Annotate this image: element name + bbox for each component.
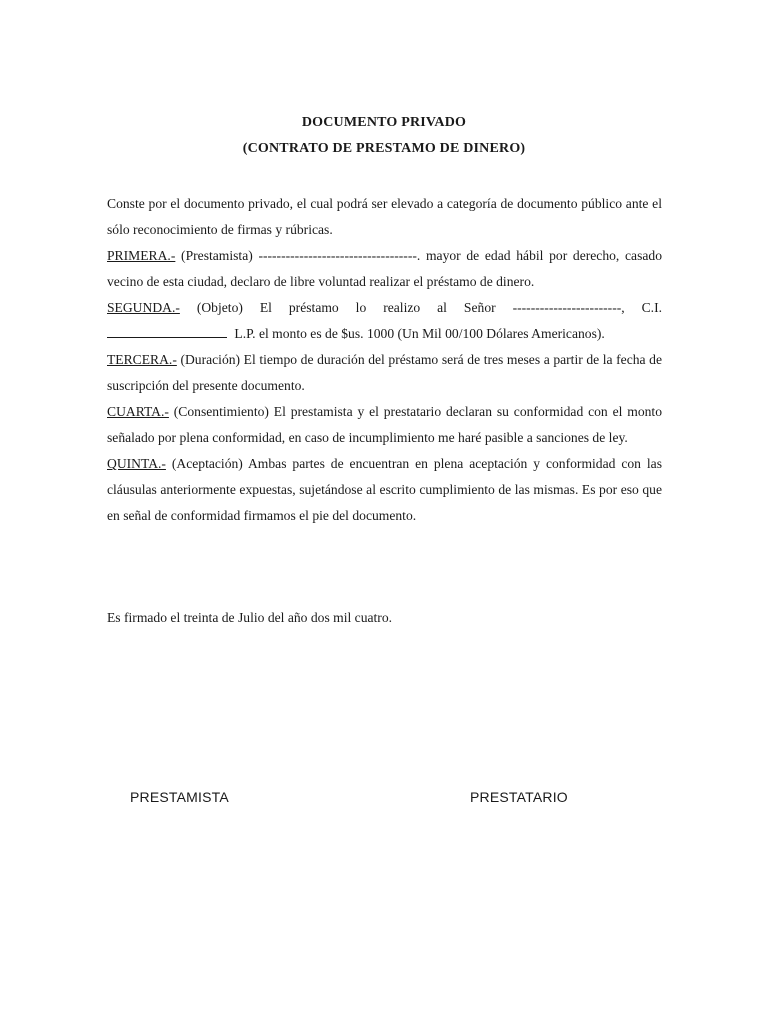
clause-heading: CUARTA.-	[107, 404, 169, 419]
clause-heading: PRIMERA.-	[107, 248, 176, 263]
clause-heading: QUINTA.-	[107, 456, 166, 471]
clause-text-continued: L.P. el monto es de $us. 1000 (Un Mil 00/100 Dólares Americanos).	[234, 326, 605, 341]
clause-primera	[107, 243, 662, 295]
blank-line	[107, 325, 227, 338]
clause-text: (Consentimiento) El prestamista y el prestatario declaran su conformidad con el monto señalado por plena conformidad, en caso de incumplimiento me haré pasible a sanciones de ley.	[107, 404, 662, 445]
document-body	[107, 191, 662, 529]
signature-label-prestatario: PRESTATARIO	[470, 789, 568, 805]
clause-text: (Duración) El tiempo de duración del préstamo será de tres meses a partir de la fecha de suscripción del presente documento.	[107, 352, 662, 393]
clause-heading: TERCERA.-	[107, 352, 177, 367]
intro-paragraph: Conste por el documento privado, el cual podrá ser elevado a categoría de documento público ante el sólo reconocimiento de firmas y rúbricas.	[107, 196, 662, 237]
clause-segunda	[107, 295, 662, 347]
clause-cuarta	[107, 399, 662, 451]
clause-quinta	[107, 451, 662, 529]
document-title: DOCUMENTO PRIVADO	[301, 115, 467, 130]
document-subtitle: (CONTRATO DE PRESTAMO DE DINERO)	[242, 141, 526, 156]
clause-tercera	[107, 347, 662, 399]
clause-text: (Aceptación) Ambas partes de encuentran en plena aceptación y conformidad con las cláusulas anteriormente expuestas, sujetándose al escrito cumplimiento de las mismas. Es por eso que en señal de conformidad firmamos el pie del documento.	[107, 456, 662, 523]
signature-label-prestamista: PRESTAMISTA	[130, 789, 229, 805]
clause-heading: SEGUNDA.-	[107, 300, 180, 315]
clause-text: (Prestamista) -----------------------------------. mayor de edad hábil por derecho, casado vecino de esta ciudad, declaro de libre voluntad realizar el préstamo de dinero.	[107, 248, 662, 289]
closing-statement: Es firmado el treinta de Julio del año dos mil cuatro.	[107, 610, 393, 625]
clause-text: (Objeto) El préstamo lo realizo al Señor ------------------------, C.I.	[179, 300, 662, 315]
